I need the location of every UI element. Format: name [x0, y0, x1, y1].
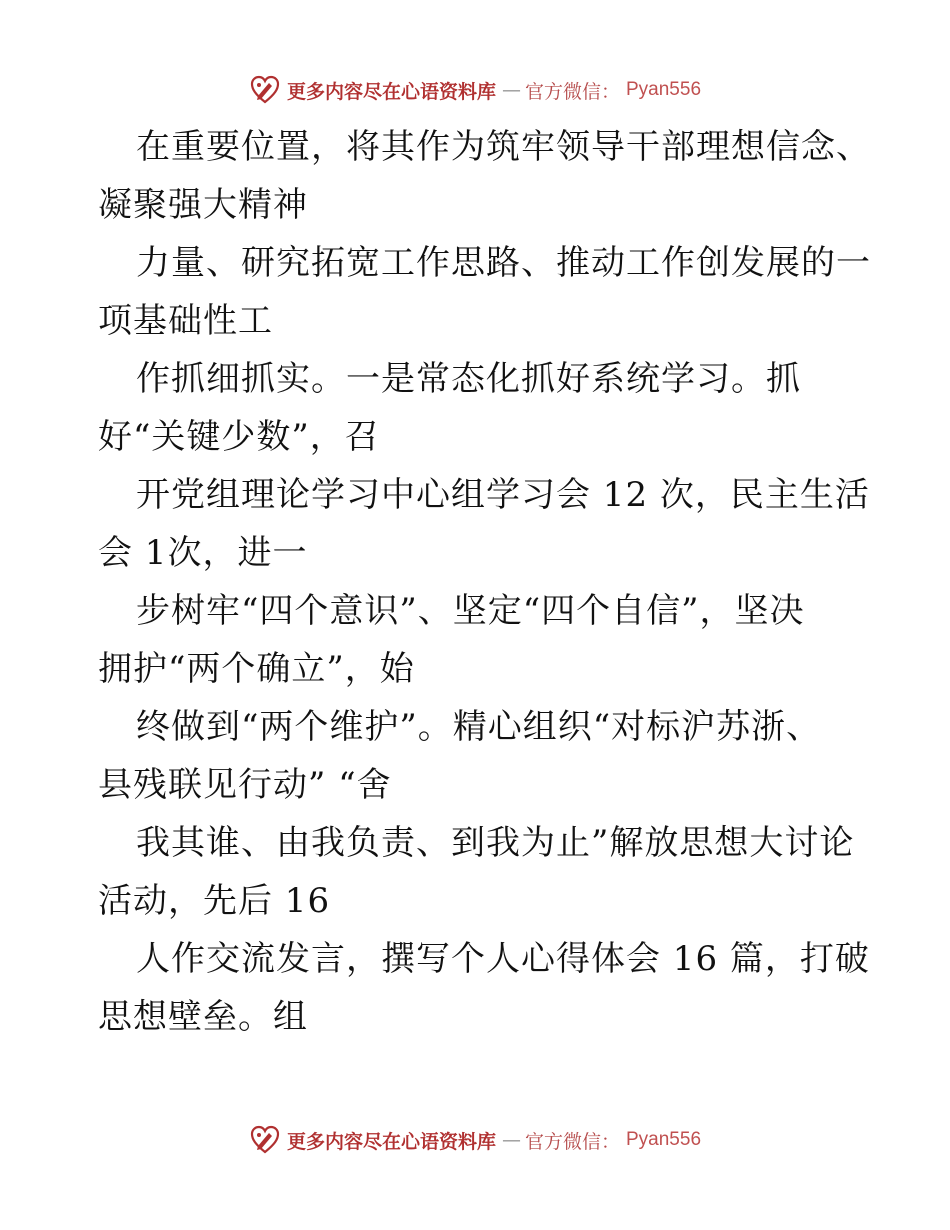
text-line: 项基础性工 — [98, 301, 273, 341]
footer-banner — [0, 1120, 950, 1160]
header-wechat-id: Pyan556 — [626, 79, 702, 100]
header-wechat-label: 官方微信： — [524, 80, 620, 103]
text-line: 县残联见行动” “舍 — [98, 765, 392, 805]
text-line: 会 1次，进一 — [98, 533, 308, 573]
heart-pen-logo-icon — [249, 1124, 281, 1156]
text-line: 拥护“两个确立”，始 — [98, 649, 415, 689]
header-banner — [0, 70, 950, 110]
footer-wechat-id: Pyan556 — [626, 1129, 702, 1150]
text-line: 作抓细抓实。一是常态化抓好系统学习。抓 — [136, 359, 801, 399]
text-line: 好“关键少数”，召 — [98, 417, 380, 457]
text-line: 我其谁、由我负责、到我为止”解放思想大讨论 — [136, 823, 855, 863]
text-line: 在重要位置，将其作为筑牢领导干部理想信念、 — [136, 127, 871, 167]
header-banner-text: 更多内容尽在心语资料库 — [286, 80, 496, 103]
footer-banner-text: 更多内容尽在心语资料库 — [286, 1130, 496, 1153]
text-line: 终做到“两个维护”。精心组织“对标沪苏浙、 — [136, 707, 822, 747]
footer-wechat-label: 官方微信： — [524, 1130, 620, 1153]
text-line: 人作交流发言，撰写个人心得体会 16 篇，打破 — [136, 939, 870, 979]
text-line: 开党组理论学习中心组学习会 12 次，民主生活 — [136, 475, 870, 515]
text-line: 活动，先后 16 — [98, 881, 331, 921]
heart-pen-logo-icon — [249, 74, 281, 106]
footer-banner-separator: — — [501, 1129, 519, 1151]
text-line: 凝聚强大精神 — [98, 185, 308, 225]
document-body — [98, 118, 871, 1046]
header-banner-separator: — — [501, 79, 519, 101]
text-line: 思想壁垒。组 — [98, 997, 308, 1037]
text-line: 步树牢“四个意识”、坚定“四个自信”，坚决 — [136, 591, 805, 631]
text-line: 力量、研究拓宽工作思路、推动工作创发展的一 — [136, 243, 871, 283]
